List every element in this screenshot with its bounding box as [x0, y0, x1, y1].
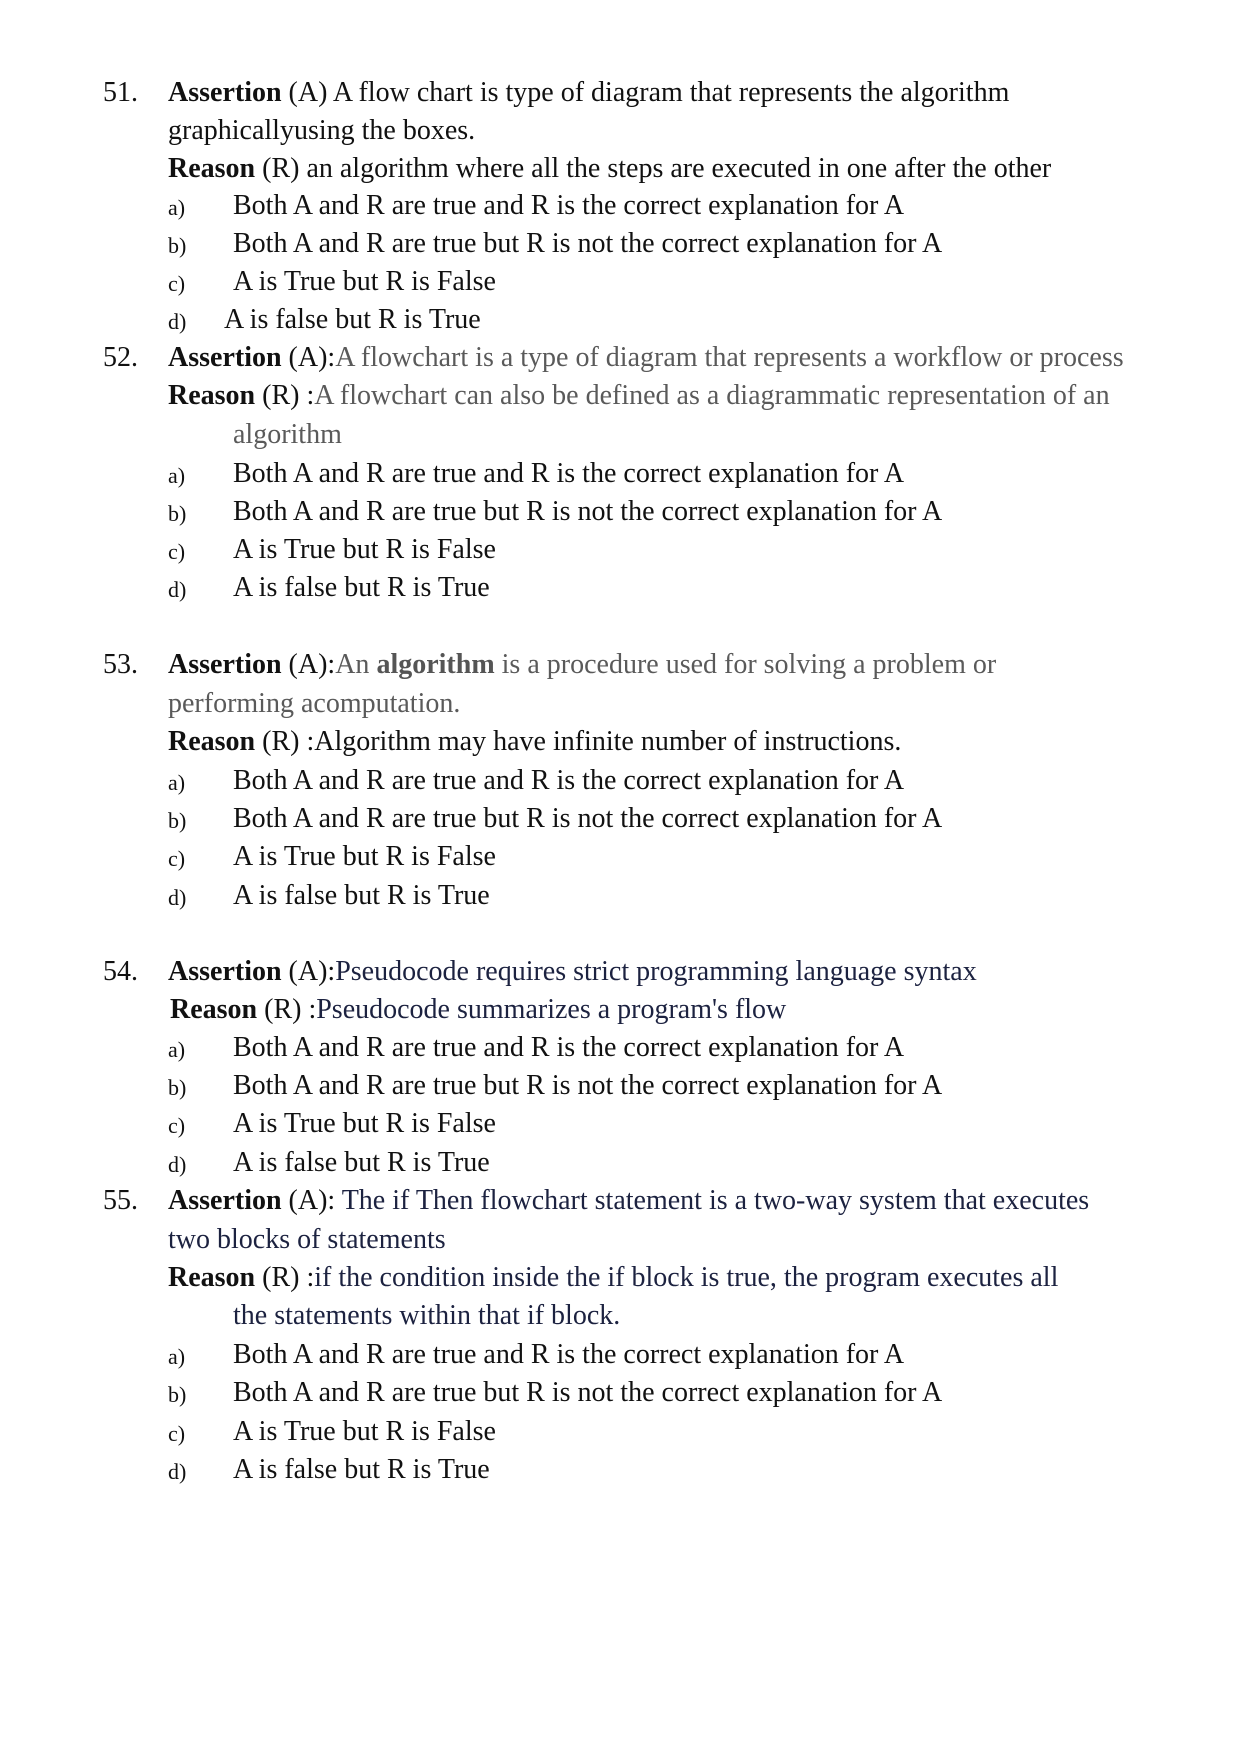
option-letter: c) [168, 1113, 186, 1138]
assertion-text: The if Then flowchart statement is a two-way system that executes [341, 1185, 1090, 1216]
reason-label: Reason [170, 994, 258, 1025]
assertion-label: Assertion [168, 342, 282, 373]
assertion-text: A flowchart is a type of diagram that represents a workflow or process [335, 342, 1124, 373]
option-letter: d) [168, 1152, 187, 1177]
assertion-label: Assertion [168, 1185, 282, 1216]
assertion-label: Assertion [168, 956, 282, 987]
reason-label: Reason [168, 726, 256, 757]
option-text: A is True but R is False [233, 1108, 496, 1139]
reason-text: A flowchart can also be defined as a diagrammatic representation of an [314, 380, 1110, 411]
option-letter: d) [168, 1459, 187, 1484]
reason-line [168, 1261, 1058, 1295]
option-letter: c) [168, 539, 186, 564]
option-text: Both A and R are true but R is not the correct explanation for A [233, 1377, 943, 1408]
reason-text: (R) :Algorithm may have infinite number of instructions. [262, 726, 902, 757]
reason-label: Reason [168, 380, 256, 411]
option-text: Both A and R are true and R is the correct explanation for A [233, 458, 905, 489]
option-letter: c) [168, 1421, 186, 1446]
reason-line [170, 993, 786, 1027]
reason-continuation: algorithm [233, 419, 342, 450]
option-text: Both A and R are true and R is the correct explanation for A [233, 1339, 905, 1370]
reason-continuation: the statements within that if block. [233, 1300, 621, 1331]
option-letter: d) [168, 577, 187, 602]
reason-prefix: (R) : [264, 994, 317, 1025]
assertion-line [168, 76, 1009, 110]
assertion-continuation: performing acomputation. [168, 688, 461, 719]
option-letter: b) [168, 1382, 187, 1407]
option-text: A is True but R is False [233, 534, 496, 565]
reason-line [168, 725, 901, 759]
assertion-bold-term: algorithm [376, 649, 495, 680]
option-text: A is false but R is True [224, 304, 481, 335]
assertion-line [168, 341, 1124, 375]
reason-text: Pseudocode summarizes a program's flow [316, 994, 787, 1025]
option-text: A is false but R is True [233, 880, 490, 911]
option-text: Both A and R are true and R is the correct explanation for A [233, 190, 905, 221]
reason-line [168, 152, 1051, 186]
assertion-continuation: graphicallyusing the boxes. [168, 115, 476, 146]
option-text: Both A and R are true but R is not the correct explanation for A [233, 1070, 943, 1101]
option-text: Both A and R are true and R is the correct explanation for A [233, 765, 905, 796]
option-text: A is false but R is True [233, 1454, 490, 1485]
question-number: 51. [103, 77, 138, 108]
assertion-text: (A) A flow chart is type of diagram that represents the algorithm [288, 77, 1010, 108]
option-text: Both A and R are true but R is not the correct explanation for A [233, 496, 943, 527]
reason-prefix: (R) : [262, 1262, 315, 1293]
option-text: A is false but R is True [233, 572, 490, 603]
option-letter: d) [168, 885, 187, 910]
option-text: Both A and R are true but R is not the correct explanation for A [233, 803, 943, 834]
option-letter: a) [168, 195, 186, 220]
option-letter: a) [168, 770, 186, 795]
assertion-line [168, 648, 996, 682]
reason-text: if the condition inside the if block is true, the program executes all [314, 1262, 1059, 1293]
assertion-prefix: (A): [288, 649, 336, 680]
question-number: 53. [103, 649, 138, 680]
assertion-continuation: two blocks of statements [168, 1224, 446, 1255]
reason-line [168, 379, 1110, 413]
reason-prefix: (R) : [262, 380, 315, 411]
assertion-text: Pseudocode requires strict programming language syntax [335, 956, 977, 987]
option-text: A is True but R is False [233, 841, 496, 872]
assertion-prefix: (A): [288, 342, 336, 373]
assertion-prefix: (A): [288, 1185, 342, 1216]
reason-label: Reason [168, 153, 256, 184]
option-text: Both A and R are true but R is not the correct explanation for A [233, 228, 943, 259]
assertion-text-post: is a procedure used for solving a problem or [494, 649, 997, 680]
option-letter: b) [168, 233, 187, 258]
option-letter: a) [168, 1344, 186, 1369]
option-letter: a) [168, 1037, 186, 1062]
question-number: 54. [103, 956, 138, 987]
option-letter: b) [168, 808, 187, 833]
option-letter: b) [168, 501, 187, 526]
assertion-line [168, 1184, 1089, 1218]
option-letter: c) [168, 846, 186, 871]
assertion-label: Assertion [168, 77, 282, 108]
option-text: A is True but R is False [233, 266, 496, 297]
option-letter: b) [168, 1075, 187, 1100]
option-text: Both A and R are true and R is the correct explanation for A [233, 1032, 905, 1063]
assertion-text-pre: An [335, 649, 377, 680]
option-text: A is false but R is True [233, 1147, 490, 1178]
option-letter: c) [168, 271, 186, 296]
reason-label: Reason [168, 1262, 256, 1293]
option-text: A is True but R is False [233, 1416, 496, 1447]
reason-text: (R) an algorithm where all the steps are executed in one after the other [262, 153, 1052, 184]
assertion-prefix: (A): [288, 956, 336, 987]
question-number: 55. [103, 1185, 138, 1216]
question-number: 52. [103, 342, 138, 373]
assertion-label: Assertion [168, 649, 282, 680]
option-letter: a) [168, 463, 186, 488]
option-letter: d) [168, 309, 187, 334]
assertion-line [168, 955, 977, 989]
